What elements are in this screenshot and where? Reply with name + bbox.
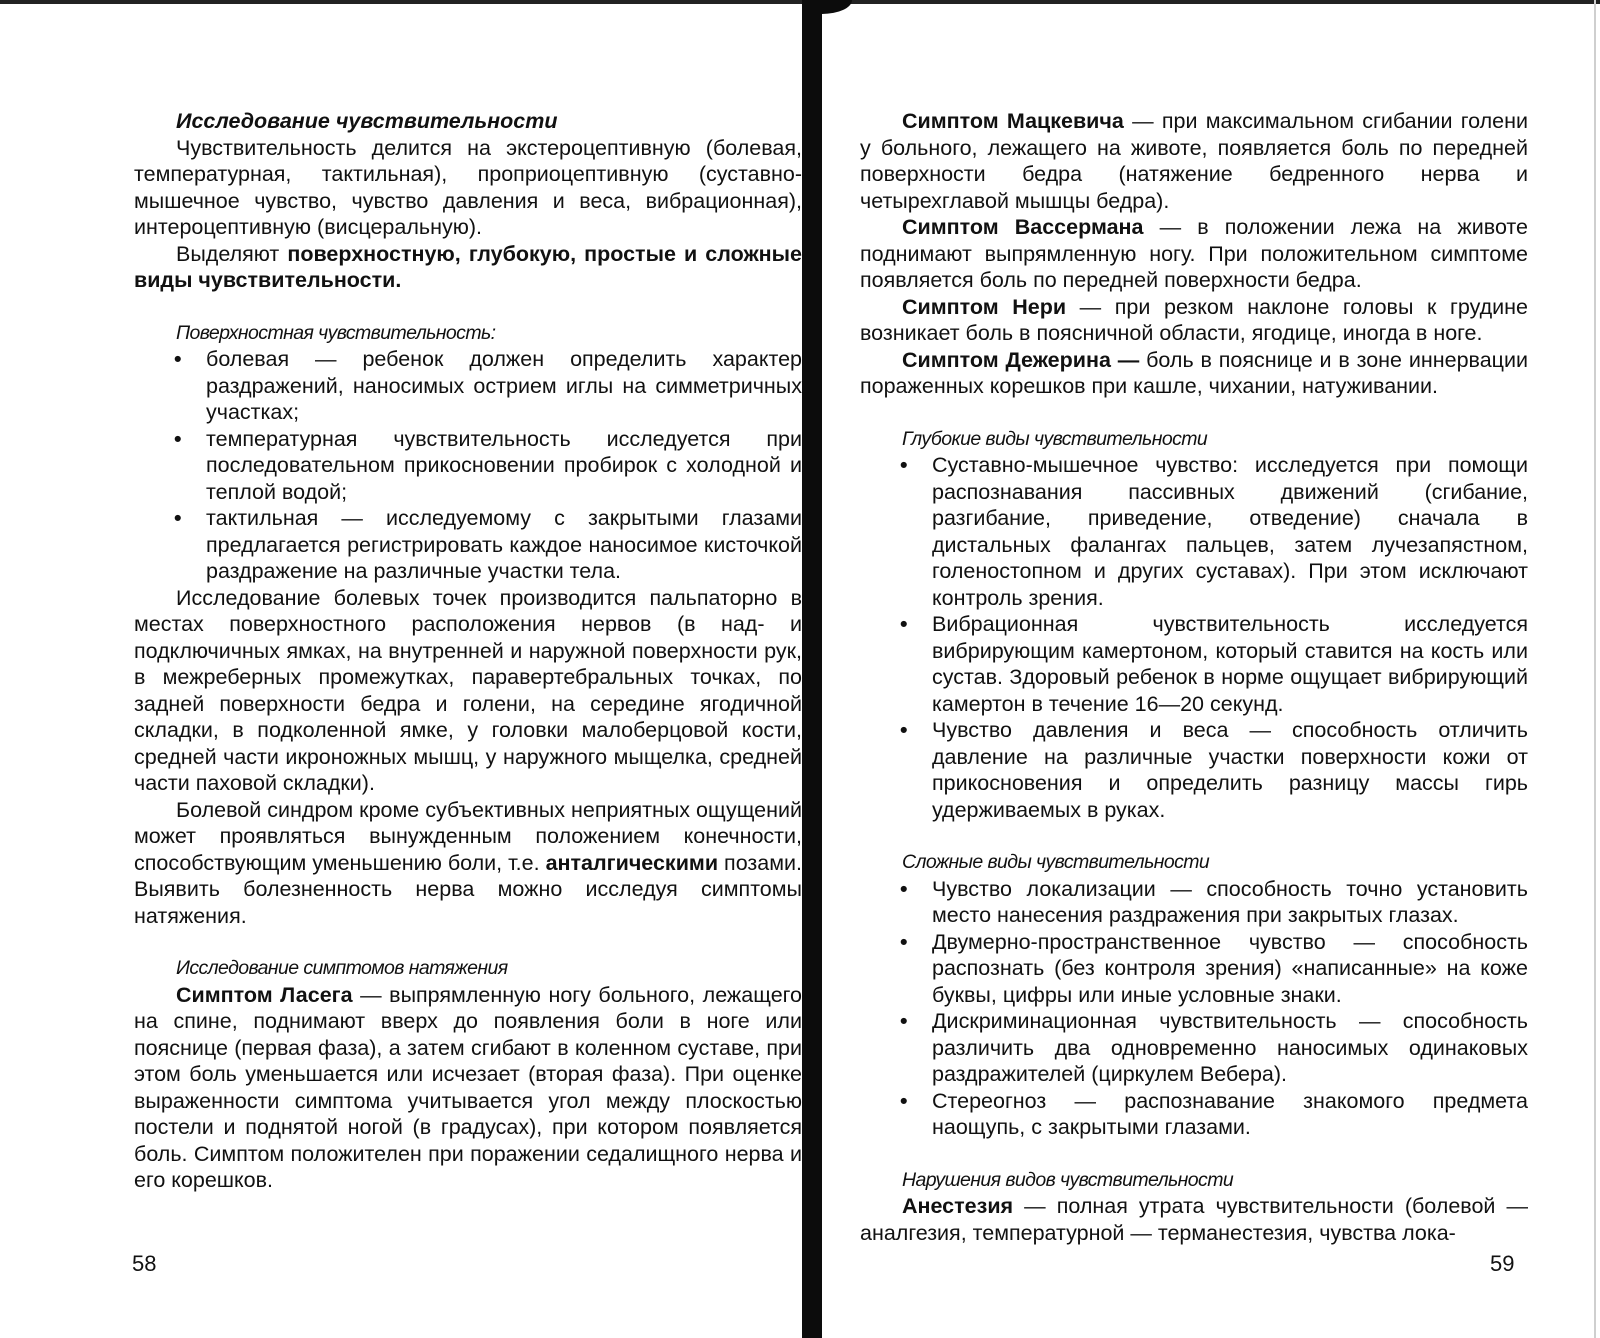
right-page [860, 108, 1528, 1246]
scan-top-edge [0, 0, 1600, 4]
types-paragraph [134, 241, 802, 294]
symptom-paragraph: Симптом Дежерина — боль в пояснице и в зоне иннервации пораженных корешков при кашле, чихании, натуживании. [860, 347, 1528, 398]
pain-points-paragraph: Исследование болевых точек производится пальпаторно в местах поверхностного расположения нервов (в над- и подключичных ямках, на внутренней и наружной поверхности рук, в межреберных промежутках, паравертебральных точках, по задней поверхности бедра и голени, на середине ягодичной складки, в подколенной ямке, у головки малоберцовой кости, средней части икроножных мышц, у наружного мыщелка, средней части паховой складки). [134, 585, 802, 795]
list-item: • тактильная — исследуемому с закрытыми глазами предлагается регистрировать каждое наносимое кисточкой раздражение на различные участки тела. [174, 506, 802, 583]
list-item: • болевая — ребенок должен определить характер раздражений, наносимых острием иглы на симметричных участках; [174, 347, 802, 424]
anesthesia-name: Анестезия [902, 1194, 1014, 1218]
symptom-paragraph: Симптом Мацкевича — при максимальном сгибании голени у больного, лежащего на животе, появляется боль по передней поверхности бедра (натяжение бедренного нерва и четырехглавой мышцы бедра). [860, 109, 1529, 213]
complex-heading: Сложные виды чувствительности [902, 851, 1210, 873]
surface-list [134, 346, 802, 585]
list-item: • Дискриминационная чувствительность — способность различить два одновременно наносимых одинаковых раздражителей (циркулем Вебера). [900, 1009, 1528, 1086]
anesthesia-paragraph: Анестезия — полная утрата чувствительности (болевой — аналгезия, температурной — терманестезия, чувства лока- [860, 1194, 1528, 1245]
bullet-icon: • [900, 612, 908, 636]
symptom-paragraph: Симптом Нери — при резком наклоне головы к грудине возникает боль в поясничной области, ягодице, иногда в ноге. [860, 294, 1528, 345]
antalgic-term: анталгическими [545, 850, 719, 875]
intro-paragraph: Чувствительность делится на экстероцептивную (болевая, температурная, тактильная), проприоцептивную (суставно-мышечное чувство, чувство давления и веса, вибрационная), интероцептивную (висцеральную). [134, 135, 802, 239]
list-item: • Чувство локализации — способность точно установить место нанесения раздражения при закрытых глазах. [900, 876, 1528, 927]
list-item: • Суставно-мышечное чувство: исследуется при помощи распознавания пассивных движений (сгибание, разгибание, приведение, отведение) сначала в дистальных фалангах пальцев, затем лучезапястном, голеностопном и других суставах). При этом исключают контроль зрения. [900, 453, 1528, 610]
left-page [134, 108, 802, 1194]
symptom-name: Симптом Вассермана [902, 215, 1144, 239]
book-spine [802, 0, 822, 1338]
symptom-paragraph: Симптом Вассермана — в положении лежа на животе поднимают выпрямленную ногу. При положительном симптоме появляется боль по передней поверхности бедра. [860, 215, 1528, 292]
bullet-icon: • [174, 426, 182, 451]
bullet-icon: • [900, 453, 908, 477]
surface-heading: Поверхностная чувствительность: [176, 321, 496, 344]
page-number-left: 58 [132, 1251, 157, 1276]
complex-list [860, 876, 1528, 1141]
types-bold: поверхностную, глубокую, простые и сложные виды чувствительности. [134, 241, 802, 292]
bullet-icon: • [900, 1009, 908, 1033]
list-item: • температурная чувствительность исследуется при последовательном прикосновении пробирок с холодной и теплой водой; [174, 426, 802, 504]
list-item: • Вибрационная чувствительность исследуется вибрирующим камертоном, который ставится на кость или сустав. Здоровый ребенок в норме ощущает вибрирующий камертон в течение 16—20 секунд. [900, 612, 1528, 716]
symptom-name: Симптом Нери [902, 294, 1067, 319]
deep-list [860, 452, 1528, 823]
bullet-icon: • [900, 929, 908, 954]
bullet-icon: • [900, 876, 908, 901]
tension-heading: Исследование симптомов натяжения [176, 957, 508, 979]
bullet-icon: • [900, 718, 908, 742]
list-item: • Чувство давления и веса — способность отличить давление на различные участки поверхности кожи от прикосновения и определить разницу массы гирь удерживаемых в руках. [900, 718, 1528, 822]
deep-heading: Глубокие виды чувствительности [902, 427, 1208, 450]
lasegue-paragraph: Симптом Ласега — выпрямленную ногу больного, лежащего на спине, поднимают вверх до появления боли в ноге или пояснице (первая фаза), а затем сгибают в коленном суставе, при этом боль уменьшается или исчезает (вторая фаза). При оценке выраженности симптома учитывается угол между плоскостью постели и поднятой ногой (в градусах), при котором появляется боль. Симптом положителен при поражении седалищного нерва и его корешков. [134, 982, 802, 1192]
symptom-name: Симптом Дежерина — [902, 347, 1140, 372]
section-title: Исследование чувствительности [176, 109, 558, 133]
scan-right-edge [1594, 0, 1596, 1338]
lasegue-name: Симптом Ласега [176, 982, 353, 1007]
bullet-icon: • [174, 347, 182, 371]
types-intro: Выделяют [176, 241, 288, 266]
list-item: • Стереогноз — распознавание знакомого предмета наощупь, с закрытыми глазами. [900, 1088, 1528, 1139]
bullet-icon: • [900, 1088, 908, 1113]
list-item: • Двумерно-пространственное чувство — способность распознать (без контроля зрения) «написанные» на коже буквы, цифры или иные условные знаки. [900, 929, 1528, 1007]
symptom-name: Симптом Мацкевича [902, 109, 1124, 133]
pain-syndrome-paragraph: Болевой синдром кроме субъективных неприятных ощущений может проявляться вынужденным положением конечности, способствующим уменьшению боли, т.е. анталгическими позами. Выявить болезненность нерва можно исследуя симптомы натяжения. [134, 797, 802, 928]
disorders-heading: Нарушения видов чувствительности [902, 1168, 1234, 1191]
page-number-right: 59 [1490, 1251, 1515, 1276]
bullet-icon: • [174, 506, 182, 530]
